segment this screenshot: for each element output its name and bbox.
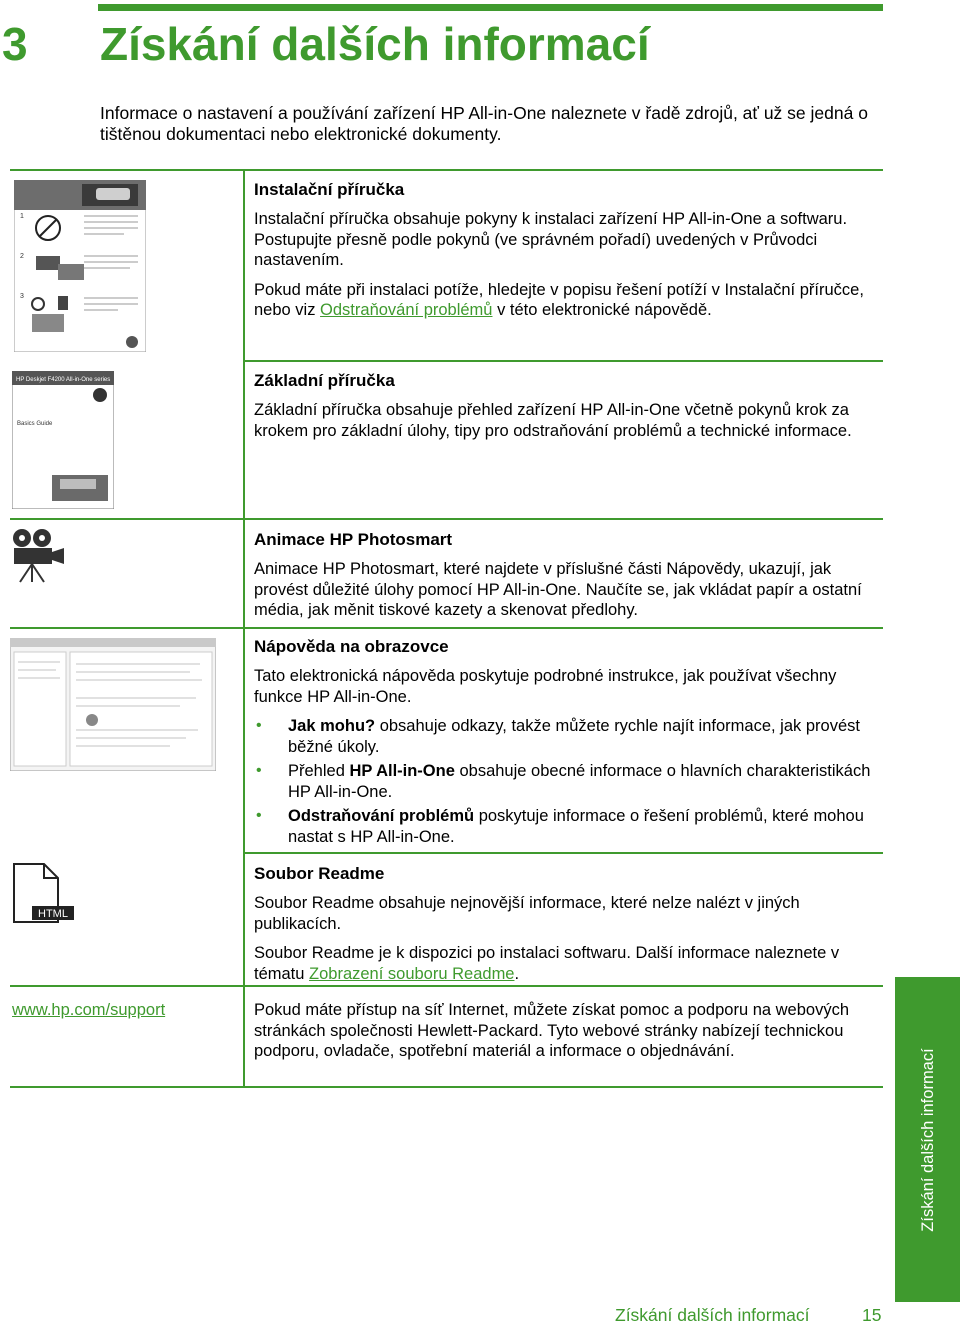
- vertical-divider-1: [243, 169, 245, 361]
- support-url-link[interactable]: www.hp.com/support: [12, 1001, 166, 1019]
- section-paragraph: [254, 943, 879, 984]
- vertical-divider-5: [243, 852, 245, 985]
- cover-header-text: HP Deskjet F4200 All-in-One series: [16, 377, 111, 383]
- section-paragraph: Instalační příručka obsahuje pokyny k instalaci zařízení HP All-in-One a softwaru. Postupujte přesně podle pokynů (ve správném pořadí) uvedených v Průvodci nastavením.: [254, 210, 848, 269]
- text-span: Pokud máte při instalaci potíže, hledejte v popisu řešení potíží v Instalační příručce, nebo viz: [254, 280, 864, 319]
- bold-term: Odstraňování problémů: [288, 807, 475, 825]
- section-title: Základní příručka: [254, 371, 395, 390]
- list-item: [254, 761, 879, 802]
- chapter-number: 3: [2, 18, 28, 70]
- side-tab-label: Získání dalších informací: [918, 1047, 937, 1232]
- row-divider-4: [243, 852, 883, 854]
- list-item: [254, 716, 879, 757]
- row-divider-2: [10, 518, 883, 520]
- setup-guide-thumbnail: [14, 180, 146, 357]
- section-paragraph: Pokud máte přístup na síť Internet, můžete získat pomoc a podporu na webových stránkách společnosti Hewlett-Packard. Tyto webové stránky nabízejí technickou podporu, ovladače, spotřební materiál a informace o objednávání.: [254, 1001, 850, 1060]
- list-item: [254, 806, 879, 847]
- text-span: Přehled: [288, 762, 350, 780]
- basics-guide-illustration: [12, 371, 114, 509]
- section-paragraph: Animace HP Photosmart, které najdete v příslušné části Nápovědy, ukazují, jak provést důležité úlohy pomocí HP All-in-One. Naučíte se, jak vkládat papír a ostatní média, jak měnit tiskové kazety a skenovat předlohy.: [254, 560, 862, 619]
- vertical-divider-2: [243, 360, 245, 518]
- section-basics-guide: [254, 371, 879, 450]
- bold-term: Jak mohu?: [288, 717, 376, 735]
- row-divider-1: [243, 360, 883, 362]
- html-file-icon: [12, 862, 74, 929]
- section-web-support: [254, 1000, 879, 1071]
- text-span: .: [514, 964, 520, 983]
- section-onscreen-help: [254, 637, 879, 851]
- section-title: Nápověda na obrazovce: [254, 637, 449, 656]
- row-divider-6: [10, 1086, 883, 1088]
- html-icon-label: HTML: [38, 908, 68, 920]
- chapter-side-tab: [895, 977, 960, 1302]
- section-paragraph: Základní příručka obsahuje přehled zařízení HP All-in-One včetně pokynů krok za krokem pro základní úlohy, tipy pro odstraňování problémů a technické informace.: [254, 401, 852, 440]
- top-rule: [98, 4, 883, 11]
- text-span: v této elektronické nápovědě.: [492, 301, 712, 319]
- help-window-illustration: [10, 638, 216, 771]
- cover-label-text: Basics Guide: [17, 421, 53, 427]
- vertical-divider-4: [243, 627, 245, 853]
- section-readme: [254, 864, 879, 993]
- footer-chapter-title: Získání dalších informací: [615, 1305, 810, 1325]
- intro-paragraph: Informace o nastavení a používání zařízení HP All-in-One naleznete v řadě zdrojů, ať už se jedná o tištěnou dokumentaci nebo elektronické dokumenty.: [100, 103, 868, 144]
- bold-term: HP All-in-One: [349, 762, 455, 780]
- text-span: poskytuje informace o řešení problémů, které mohou nastat s HP All-in-One.: [288, 807, 864, 846]
- section-paragraph: Tato elektronická nápověda poskytuje podrobné instrukce, jak používat všechny funkce HP All-in-One.: [254, 667, 837, 706]
- section-animations: [254, 530, 879, 630]
- svg-text:1: 1: [20, 213, 24, 220]
- vertical-divider-6: [243, 985, 245, 1087]
- section-title: Instalační příručka: [254, 180, 405, 199]
- section-title: Animace HP Photosmart: [254, 530, 453, 549]
- help-bullet-list: [254, 716, 879, 847]
- readme-link[interactable]: Zobrazení souboru Readme: [309, 964, 515, 983]
- setup-guide-illustration: [14, 180, 146, 352]
- troubleshooting-link[interactable]: Odstraňování problémů: [320, 301, 493, 319]
- help-window-thumbnail: [10, 638, 216, 776]
- svg-text:3: 3: [20, 293, 24, 300]
- section-paragraph: [254, 280, 879, 321]
- film-camera-icon: [10, 528, 66, 589]
- text-span: obsahuje obecné informace o hlavních charakteristikách HP All-in-One.: [288, 762, 871, 801]
- section-paragraph: Soubor Readme obsahuje nejnovější informace, které nelze nalézt v jiných publikacích.: [254, 894, 800, 933]
- chapter-title: Získání dalších informací: [100, 18, 650, 70]
- text-span: obsahuje odkazy, takže můžete rychle najít informace, jak provést běžné úkoly.: [288, 717, 860, 756]
- footer-page-number: 15: [862, 1305, 882, 1325]
- vertical-divider-3: [243, 518, 245, 628]
- section-setup-guide: [254, 180, 879, 330]
- basics-guide-thumbnail: [12, 371, 114, 514]
- row-divider-top: [10, 169, 883, 171]
- svg-text:2: 2: [20, 253, 24, 260]
- text-span: Soubor Readme je k dispozici po instalaci softwaru. Další informace naleznete v tématu: [254, 944, 840, 983]
- section-title: Soubor Readme: [254, 864, 385, 883]
